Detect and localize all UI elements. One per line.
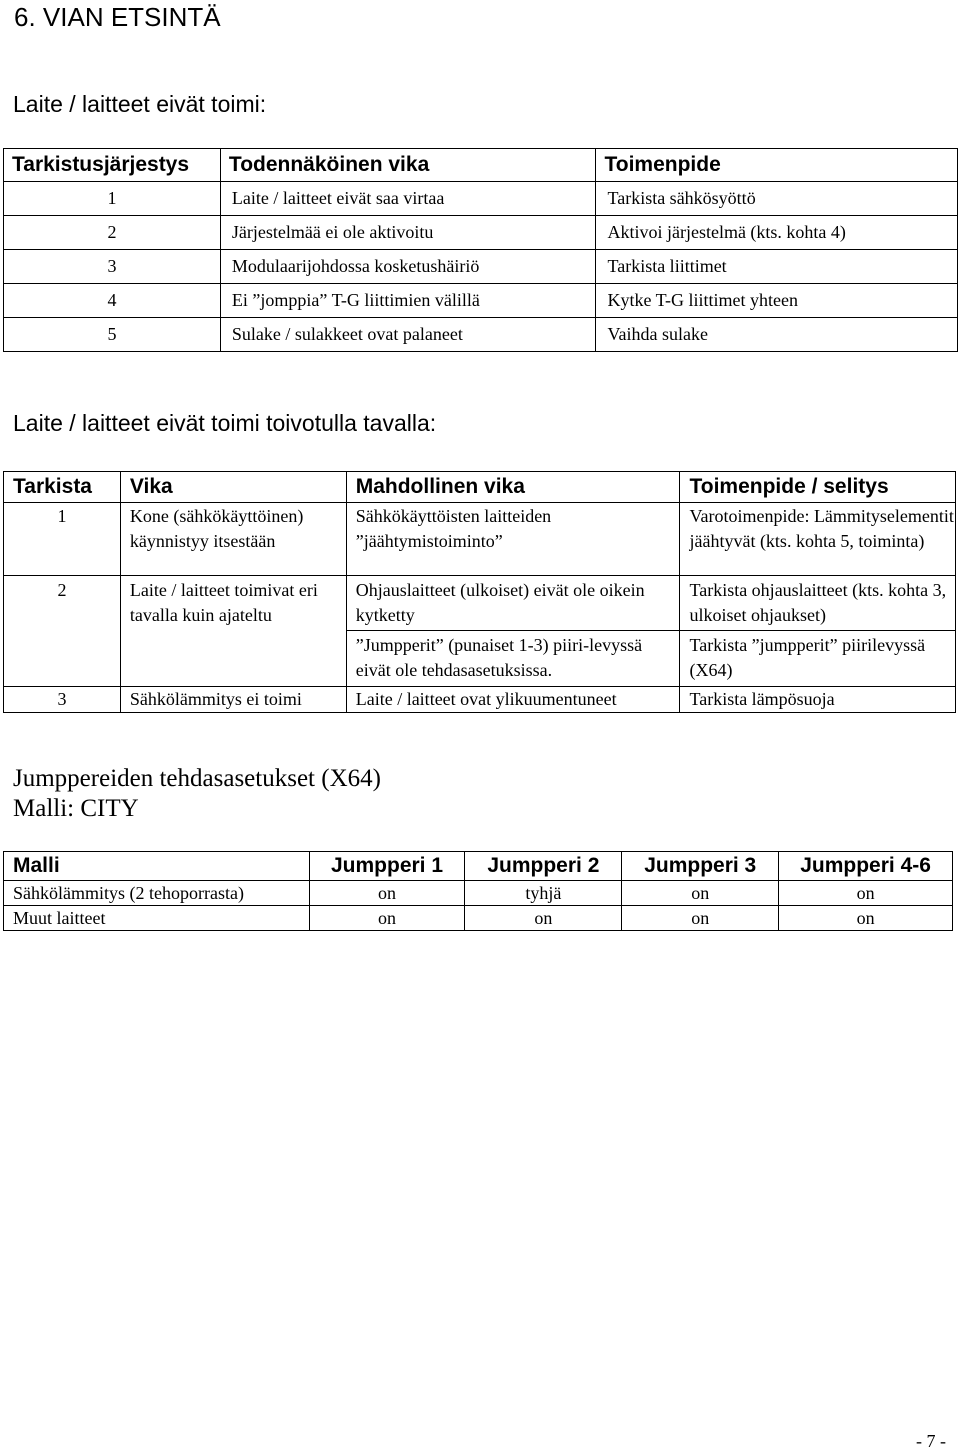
table-header-row [4, 472, 956, 503]
table-cell: Tarkista ohjauslaitteet (kts. kohta 3, ulkoiset ohjaukset) [680, 576, 956, 631]
table-cell: Laite / laitteet eivät saa virtaa [220, 182, 596, 216]
jumper-settings-heading: Jumppereiden tehdasasetukset (X64) [13, 765, 381, 792]
table-cell: tyhjä [465, 881, 622, 906]
table-row [4, 284, 958, 318]
column-header: Jumpperi 2 [465, 852, 622, 881]
table-cell: Vaihda sulake [596, 318, 958, 352]
table-cell: Kone (sähkökäyttöinen) käynnistyy itsestään [120, 503, 346, 576]
table-cell: on [309, 906, 465, 931]
section-title-jumper-settings [13, 764, 381, 824]
table-row [4, 182, 958, 216]
column-header: Malli [4, 852, 310, 881]
model-heading: Malli: CITY [13, 795, 139, 822]
jumper-settings-table [3, 851, 953, 931]
table-row [4, 250, 958, 284]
table-cell: 3 [4, 687, 121, 713]
table-cell: Tarkista sähkösyöttö [596, 182, 958, 216]
table-cell: 5 [4, 318, 221, 352]
table-cell: on [779, 881, 953, 906]
column-header: Tarkista [4, 472, 121, 503]
table-cell: 1 [4, 182, 221, 216]
table-cell: 4 [4, 284, 221, 318]
table-cell: 3 [4, 250, 221, 284]
table-cell: on [309, 881, 465, 906]
table-cell: 1 [4, 503, 121, 576]
column-header: Jumpperi 1 [309, 852, 465, 881]
table-cell: Laite / laitteet ovat ylikuumentuneet [346, 687, 680, 713]
troubleshooting-table-not-working [3, 148, 958, 352]
table-header-row [4, 149, 958, 182]
table-cell: on [465, 906, 622, 931]
table-row [4, 216, 958, 250]
table-cell: Järjestelmää ei ole aktivoitu [220, 216, 596, 250]
table-cell: 2 [4, 216, 221, 250]
troubleshooting-table-not-as-expected [3, 471, 956, 713]
column-header: Mahdollinen vika [346, 472, 680, 503]
table-row [4, 881, 953, 906]
column-header: Tarkistusjärjestys [4, 149, 221, 182]
column-header: Jumpperi 3 [622, 852, 779, 881]
table-cell: on [779, 906, 953, 931]
section-title-not-working-as-expected: Laite / laitteet eivät toimi toivotulla tavalla: [13, 410, 437, 436]
table-cell: Sähkölämmitys (2 tehoporrasta) [4, 881, 310, 906]
table-cell: Tarkista lämpösuoja [680, 687, 956, 713]
table-cell: Tarkista liittimet [596, 250, 958, 284]
table-cell: Ei ”jomppia” T-G liittimien välillä [220, 284, 596, 318]
page-number: - 7 - [916, 1431, 946, 1451]
table-cell: Varotoimenpide: Lämmityselementit jäähtyvät (kts. kohta 5, toiminta) [680, 503, 956, 576]
table-cell: Sähkökäyttöisten laitteiden ”jäähtymistoiminto” [346, 503, 680, 576]
column-header: Todennäköinen vika [220, 149, 596, 182]
table-cell: Aktivoi järjestelmä (kts. kohta 4) [596, 216, 958, 250]
column-header: Jumpperi 4-6 [779, 852, 953, 881]
table-cell: 2 [4, 576, 121, 687]
table-row [4, 576, 956, 631]
table-cell: Sähkölämmitys ei toimi [120, 687, 346, 713]
table-cell: ”Jumpperit” (punaiset 1-3) piiri-levyssä eivät ole tehdasasetuksissa. [346, 631, 680, 687]
table-cell: Laite / laitteet toimivat eri tavalla kuin ajateltu [120, 576, 346, 687]
section-title-not-working: Laite / laitteet eivät toimi: [13, 91, 267, 117]
table-cell: Ohjauslaitteet (ulkoiset) eivät ole oikein kytketty [346, 576, 680, 631]
table-row [4, 687, 956, 713]
table-cell: Modulaarijohdossa kosketushäiriö [220, 250, 596, 284]
table-cell: on [622, 906, 779, 931]
chapter-title: 6. VIAN ETSINTÄ [14, 2, 221, 32]
table-cell: Tarkista ”jumpperit” piirilevyssä (X64) [680, 631, 956, 687]
table-row [4, 318, 958, 352]
table-row [4, 906, 953, 931]
column-header: Toimenpide / selitys [680, 472, 956, 503]
table-cell: Sulake / sulakkeet ovat palaneet [220, 318, 596, 352]
table-header-row [4, 852, 953, 881]
table-cell: Kytke T-G liittimet yhteen [596, 284, 958, 318]
column-header: Vika [120, 472, 346, 503]
column-header: Toimenpide [596, 149, 958, 182]
table-cell: on [622, 881, 779, 906]
table-row [4, 503, 956, 576]
table-cell: Muut laitteet [4, 906, 310, 931]
